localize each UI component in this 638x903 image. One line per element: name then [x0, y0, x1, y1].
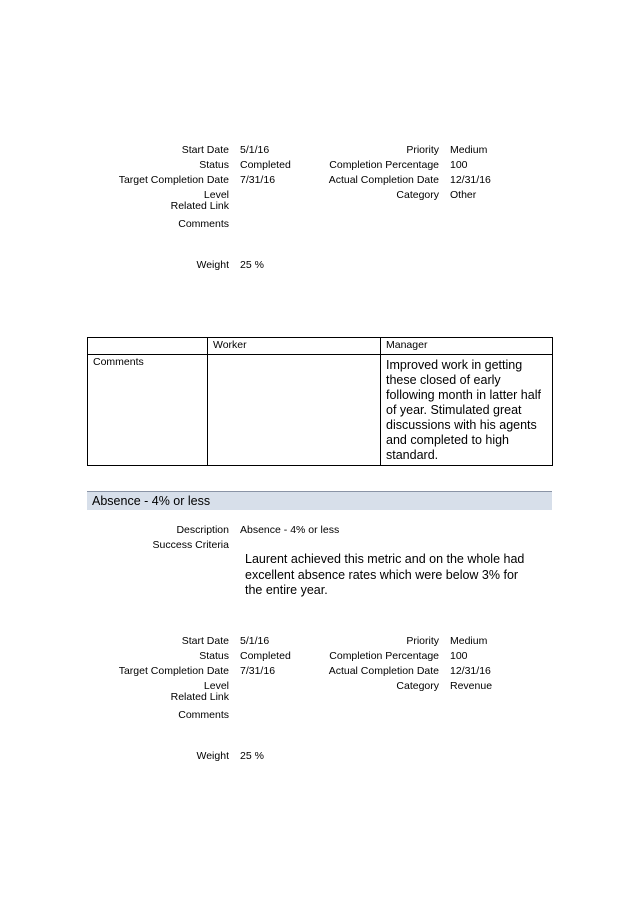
target-completion-date-value: 7/31/16: [240, 174, 276, 186]
priority-value: Medium: [450, 144, 488, 156]
success-criteria-text: Laurent achieved this metric and on the whole had excellent absence rates which were below 3% for the entire year.: [245, 552, 525, 597]
target-completion-date-value: 7/31/16: [240, 665, 276, 677]
manager-comment-text: Improved work in getting these closed of early following month in latter half of year. Stimulated great discussions with his agents and completed to high standard.: [386, 358, 541, 462]
actual-completion-date-value: 12/31/16: [450, 174, 491, 186]
category-label: Category: [396, 680, 439, 692]
description-label: Description: [176, 524, 229, 536]
comments-label: Comments: [178, 709, 229, 721]
actual-completion-date-value: 12/31/16: [450, 665, 491, 677]
level-label: Level: [203, 680, 229, 692]
header-worker: Worker: [208, 338, 381, 355]
category-value: Revenue: [450, 680, 493, 692]
level-label: Level: [203, 189, 229, 201]
completion-percentage-label: Completion Percentage: [329, 159, 439, 171]
status-label: Status: [199, 650, 229, 662]
status-value: Completed: [240, 650, 291, 662]
manager-comment-cell: [381, 355, 553, 466]
start-date-label: Start Date: [181, 635, 229, 647]
header-manager: Manager: [381, 338, 553, 355]
description-value: Absence - 4% or less: [240, 524, 340, 536]
goal-section-header: [87, 491, 552, 510]
priority-value: Medium: [450, 635, 488, 647]
priority-label: Priority: [406, 635, 439, 647]
target-completion-date-label: Target Completion Date: [118, 665, 229, 677]
row-label-comments: Comments: [88, 355, 208, 466]
weight-label: Weight: [196, 259, 229, 271]
weight-label: Weight: [196, 750, 229, 762]
header-empty-cell: [88, 338, 208, 355]
goal-title: Absence - 4% or less: [92, 494, 211, 508]
status-label: Status: [199, 159, 229, 171]
weight-value: 25 %: [240, 259, 264, 271]
category-label: Category: [396, 189, 439, 201]
comments-label: Comments: [178, 218, 229, 230]
start-date-label: Start Date: [181, 144, 229, 156]
target-completion-date-label: Target Completion Date: [118, 174, 229, 186]
status-value: Completed: [240, 159, 291, 171]
related-link-label: Related Link: [170, 691, 229, 703]
start-date-value: 5/1/16: [240, 635, 270, 647]
related-link-label: Related Link: [170, 200, 229, 212]
actual-completion-date-label: Actual Completion Date: [328, 174, 439, 186]
actual-completion-date-label: Actual Completion Date: [328, 665, 439, 677]
completion-percentage-label: Completion Percentage: [329, 650, 439, 662]
comments-table: [87, 337, 553, 466]
category-value: Other: [450, 189, 477, 201]
worker-comment-cell: [208, 355, 381, 466]
success-criteria-label: Success Criteria: [152, 539, 229, 551]
comments-table-row: [88, 355, 553, 466]
priority-label: Priority: [406, 144, 439, 156]
completion-percentage-value: 100: [450, 650, 468, 662]
start-date-value: 5/1/16: [240, 144, 270, 156]
completion-percentage-value: 100: [450, 159, 468, 171]
weight-value: 25 %: [240, 750, 264, 762]
comments-table-header: [88, 338, 553, 355]
